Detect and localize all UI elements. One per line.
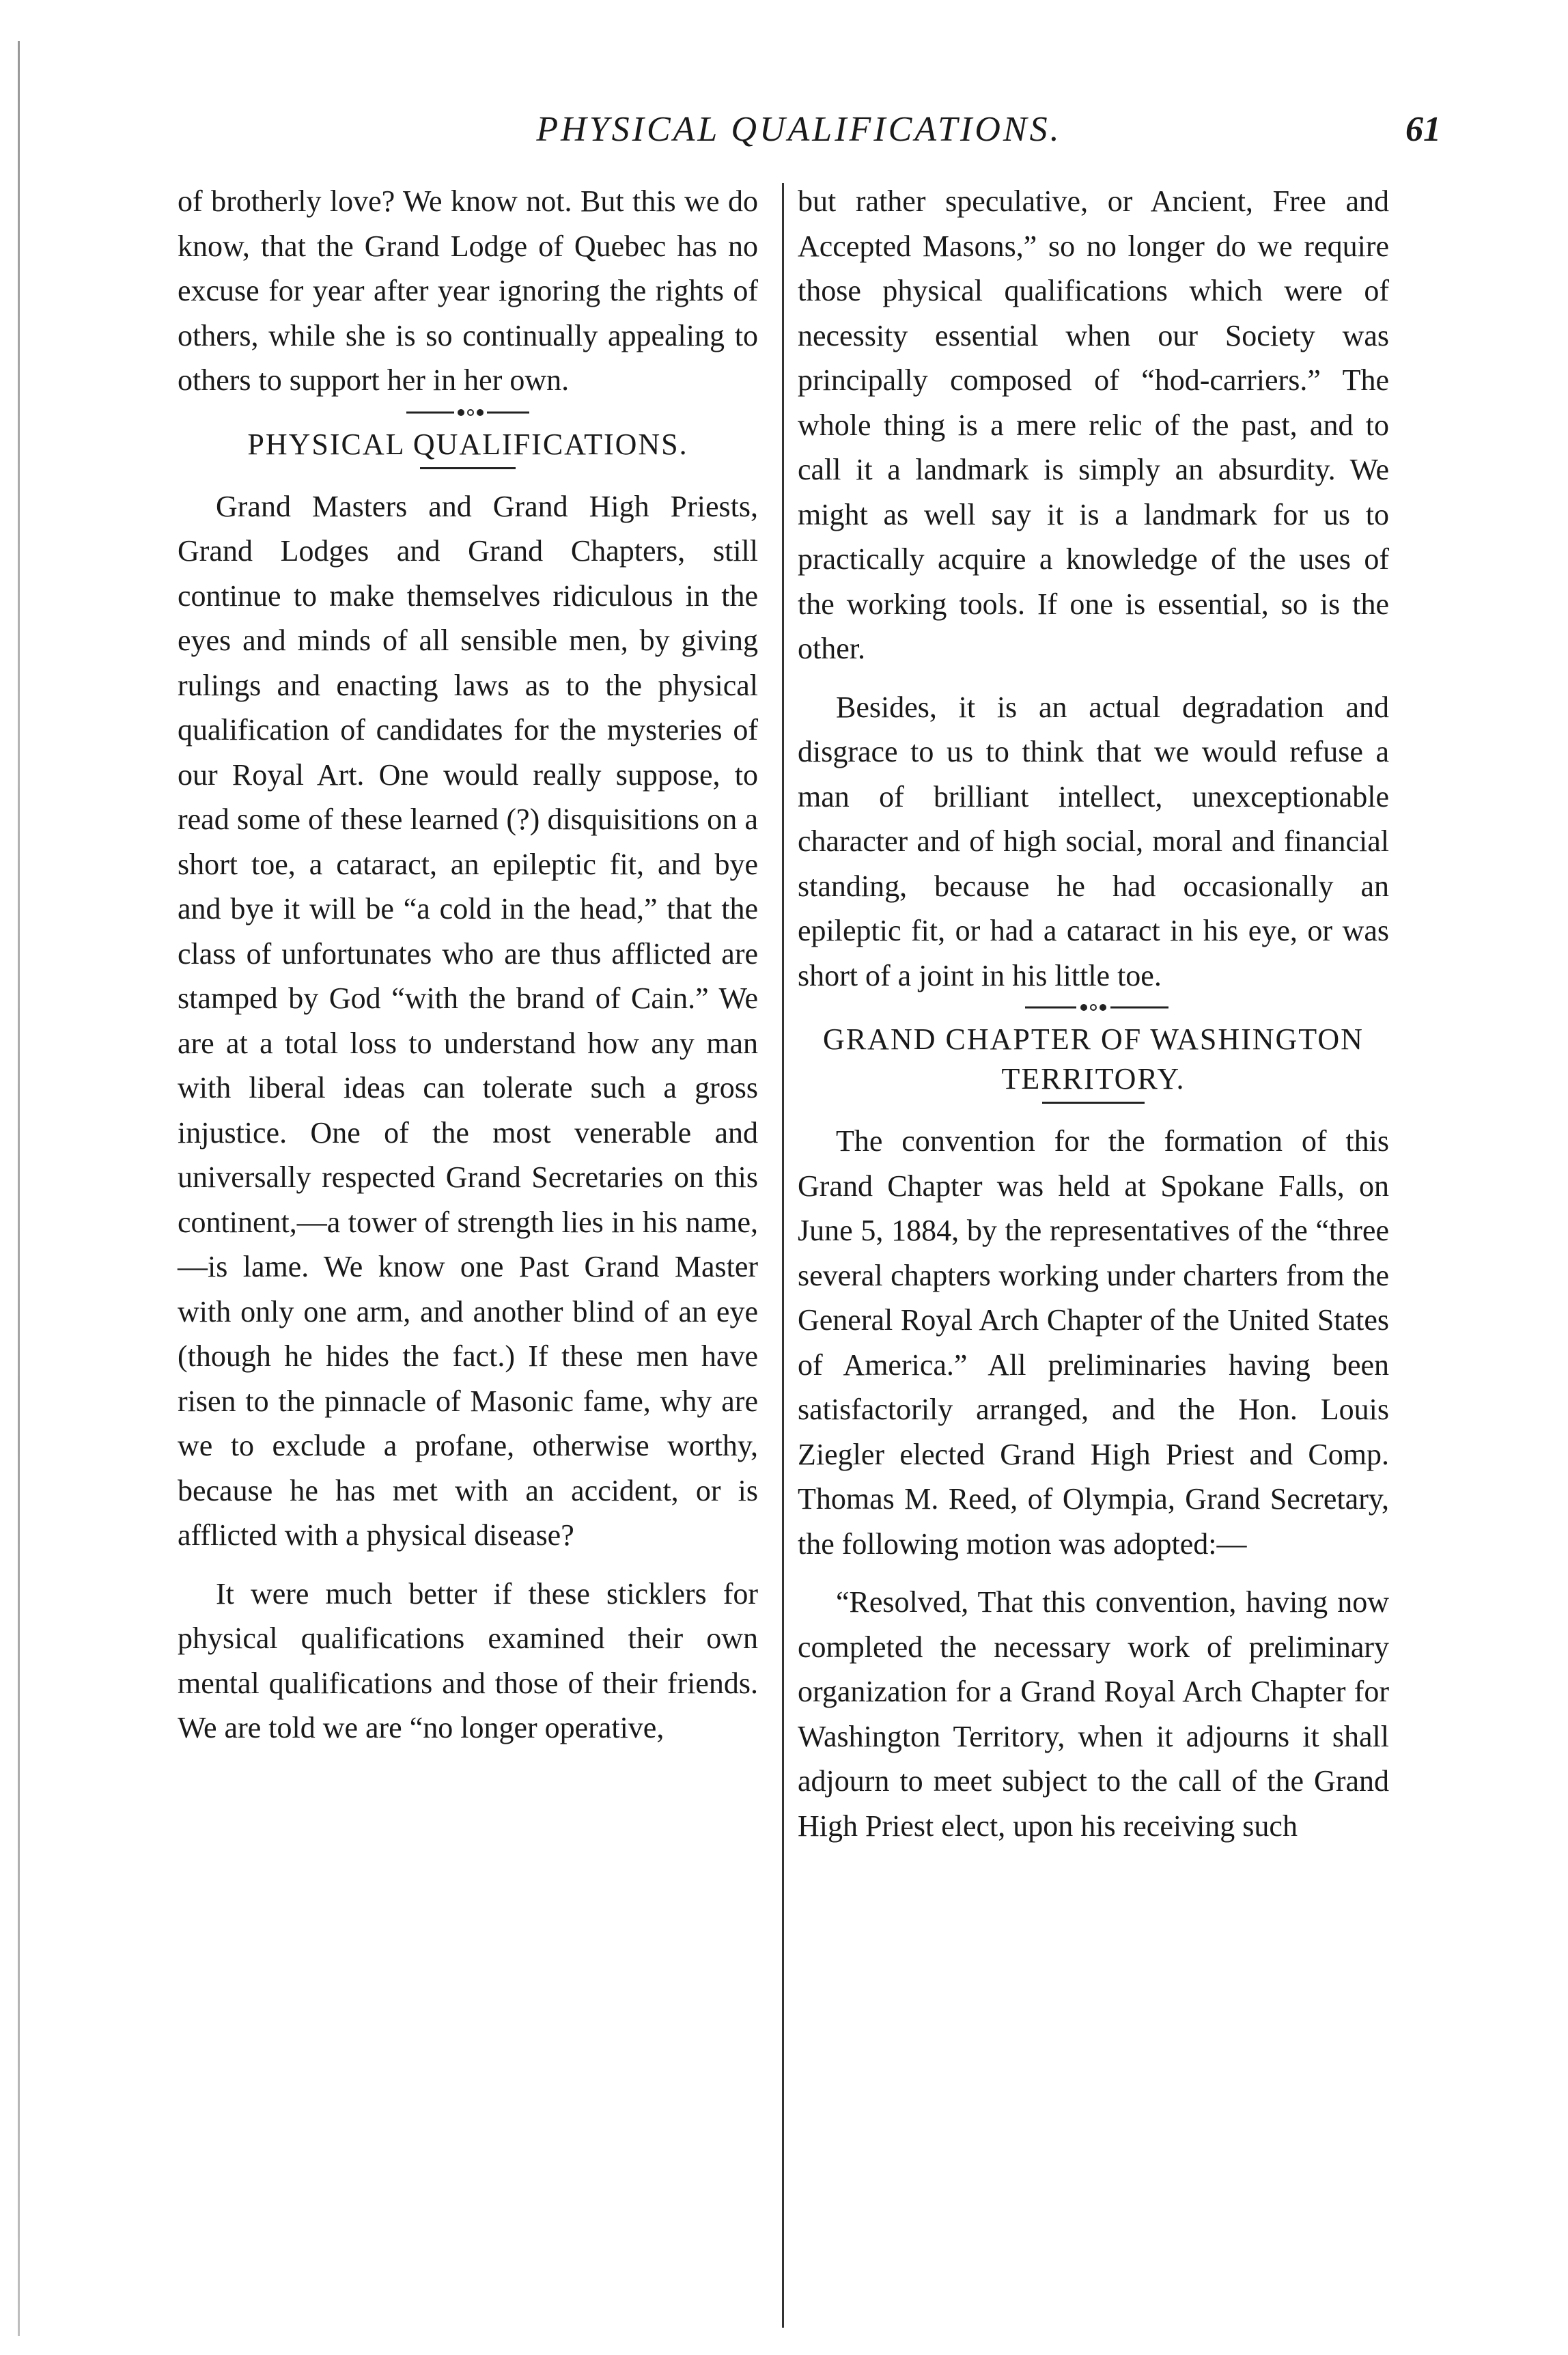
left-paragraph-2: Grand Masters and Grand High Priests, Grand Lodges and Grand Chapters, still continue to make themselves ridiculous in the eyes and minds of all sensible men, by giving rulings and enacting laws as to the physical qualification of candidates for the mysteries of our Royal Art. One would really suppose, to read some of these learned (?) disquisitions on a short toe, a cataract, an epileptic fit, and bye and bye it will be “a cold in the head,” that the class of unfortunates who are thus afflicted are stamped by God “with the brand of Cain.” We are at a total loss to understand how any man with liberal ideas can tolerate such a gross injustice. One of the most venerable and universally respected Grand Secretaries on this continent,—a tower of strength lies in his name,—is lame. We know one Past Grand Master with only one arm, and another blind of an eye (though he hides the fact.) If these men have risen to the pinnacle of Masonic fame, why are we to exclude a profane, otherwise worthy, because he has met with an accident, or is afflicted with a physical disease? xyxy=(178,489,758,1552)
section-divider-ornament xyxy=(950,1002,1237,1013)
heading-underline xyxy=(1042,1102,1145,1104)
right-paragraph-4: “Resolved, That this convention, having now completed the necessary work of preliminary organization for a Grand Royal Arch Chapter for Washington Territory, when it adjourns it shall adjourn to meet subject to the call of the Grand High Priest elect, upon his receiving such xyxy=(798,1585,1389,1843)
right-paragraph-2: Besides, it is an actual degradation and disgrace to us to think that we would refuse a man of brilliant intellect, unexceptionable character and of high social, moral and financial standing, because he had occasionally an epileptic fit, or had a cataract in his eye, or was short of a joint in his little toe. xyxy=(798,690,1389,992)
page-number: 61 xyxy=(1405,110,1441,149)
left-column xyxy=(178,179,758,1751)
right-paragraph-3: The convention for the formation of this Grand Chapter was held at Spokane Falls, on June 5, 1884, by the representatives of the “three several chapters working under charters from the General Royal Arch Chapter of the United States of America.” All preliminaries having been satisfactorily arranged, and the Hon. Louis Ziegler elected Grand High Priest and Comp. Thomas M. Reed, of Olympia, Grand Secretary, the following motion was adopted:— xyxy=(798,1124,1389,1561)
page-gutter-edge xyxy=(18,41,20,2336)
section-divider-ornament xyxy=(324,407,611,418)
left-paragraph-1: of brotherly love? We know not. But this we do know, that the Grand Lodge of Quebec has no excuse for year after year ignoring the rights of others, while she is so continually appealing to others to support her in her own. xyxy=(178,184,758,397)
page-header xyxy=(157,102,1441,157)
left-paragraph-3: It were much better if these sticklers for physical qualifications examined their own mental qualifications and those of their friends. We are told we are “no longer operative, xyxy=(178,1576,758,1744)
section-heading-physical-qualifications: PHYSICAL QUALIFICATIONS. xyxy=(247,427,688,461)
right-paragraph-1: but rather speculative, or Ancient, Free and Accepted Masons,” so no longer do we require those physical qualifications which were of necessity essential when our Society was principally composed of “hod-carriers.” The whole thing is a mere relic of the past, and to call it a landmark is simply an absurdity. We might as well say it is a landmark for us to practically acquire a knowledge of the uses of the working tools. If one is essential, so is the other. xyxy=(798,184,1389,665)
running-title: PHYSICAL QUALIFICATIONS. xyxy=(536,110,1062,149)
right-column xyxy=(798,179,1389,1848)
section-heading-grand-chapter-washington: GRAND CHAPTER OF WASHINGTON TERRITORY. xyxy=(823,1022,1364,1096)
column-divider-rule xyxy=(782,183,784,2328)
heading-underline xyxy=(420,467,516,469)
